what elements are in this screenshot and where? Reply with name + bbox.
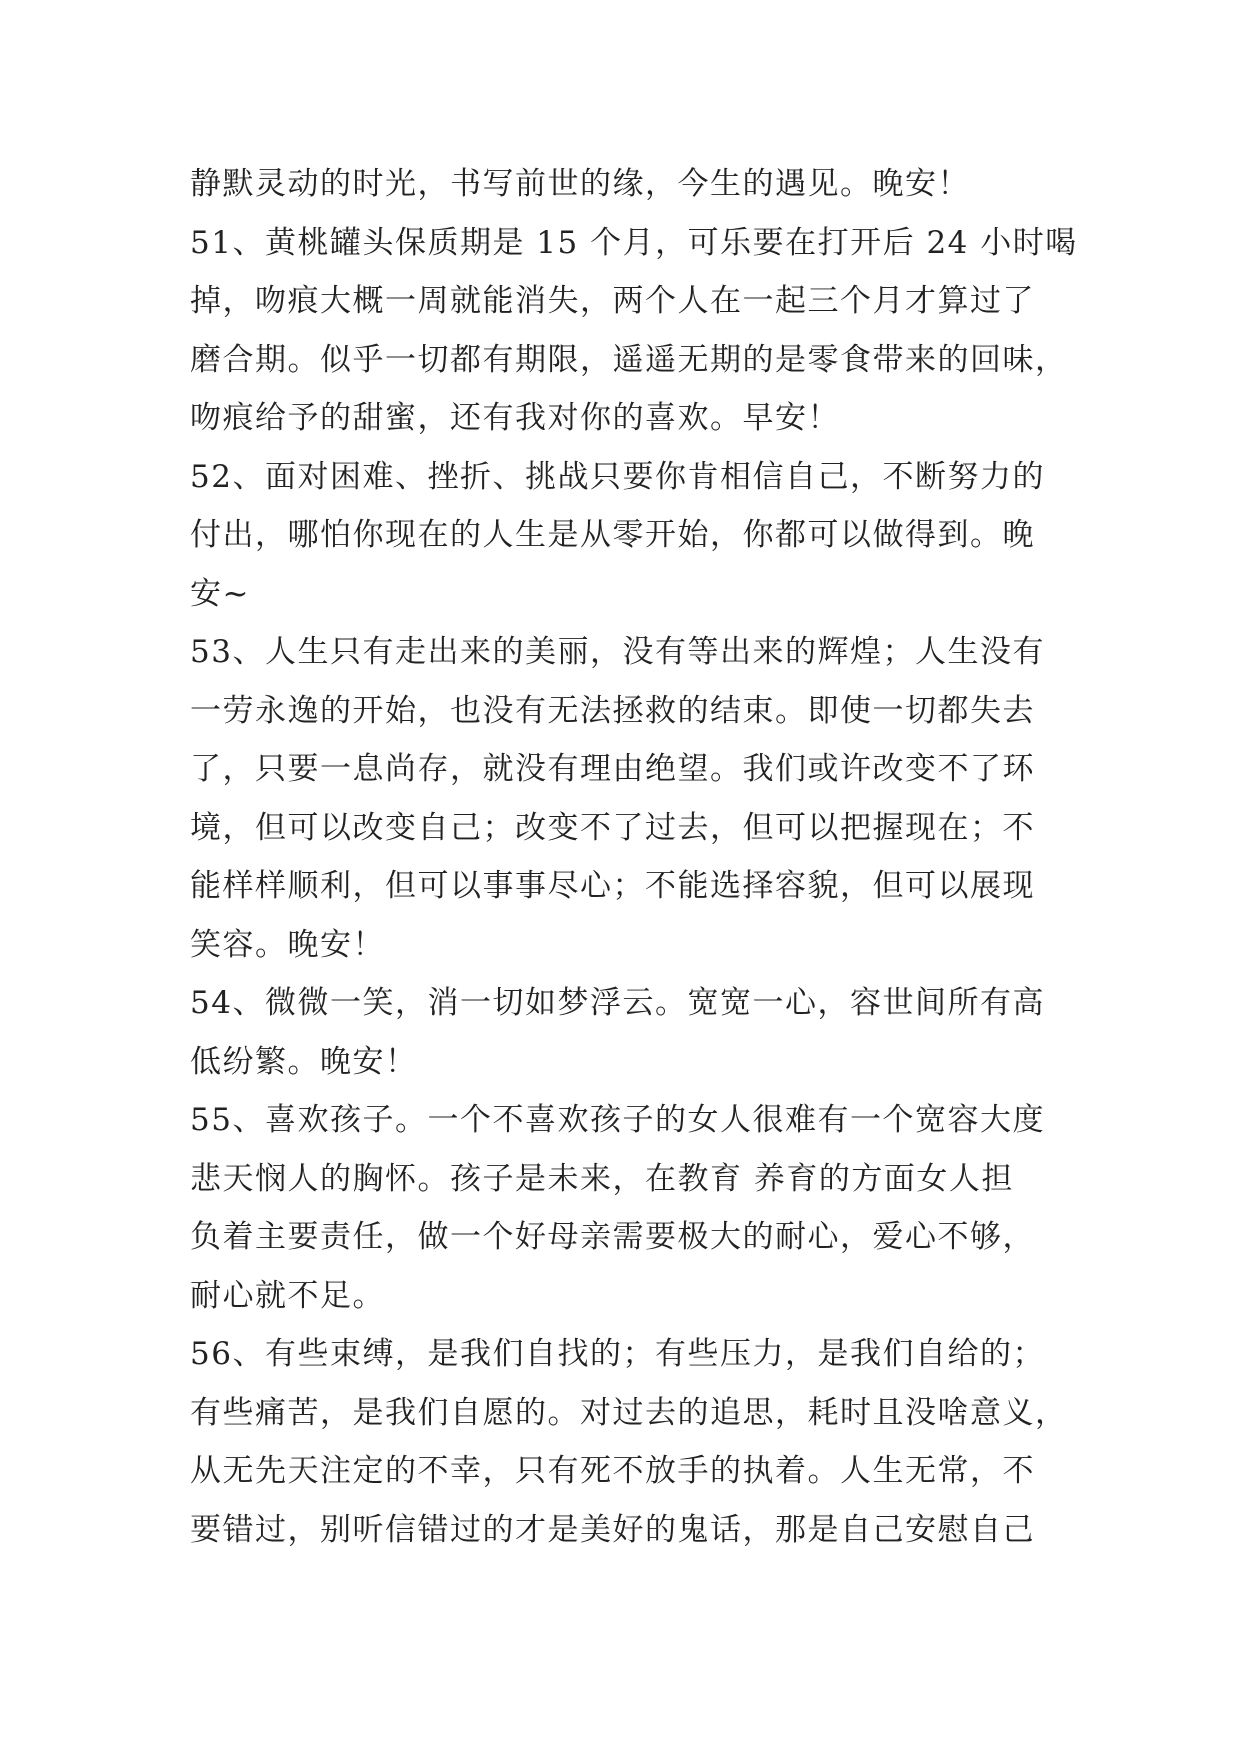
text-line: 52、面对困难、挫折、挑战只要你肯相信自己，不断努力的 <box>190 458 1045 495</box>
text-line: 51、黄桃罐头保质期是 15 个月，可乐要在打开后 24 小时喝 <box>190 224 1078 261</box>
text-line: 了，只要一息尚存，就没有理由绝望。我们或许改变不了环 <box>190 751 1035 787</box>
text-line: 从无先天注定的不幸，只有死不放手的执着。人生无常，不 <box>190 1453 1035 1489</box>
text-line: 低纷繁。晚安！ <box>190 1043 418 1080</box>
text-line: 要错过，别听信错过的才是美好的鬼话，那是自己安慰自己 <box>190 1511 1035 1548</box>
text-line: 56、有些束缚，是我们自找的；有些压力，是我们自给的； <box>190 1336 1045 1372</box>
text-line: 静默灵动的时光，书写前世的缘，今生的遇见。晚安！ <box>190 166 970 202</box>
text-line: 55、喜欢孩子。一个不喜欢孩子的女人很难有一个宽容大度 <box>190 1102 1045 1138</box>
text-line: 吻痕给予的甜蜜，还有我对你的喜欢。早安！ <box>190 400 840 436</box>
text-line: 负着主要责任，做一个好母亲需要极大的耐心，爱心不够， <box>190 1219 1035 1255</box>
text-line: 能样样顺利，但可以事事尽心；不能选择容貌，但可以展现 <box>190 868 1035 904</box>
text-line: 悲天悯人的胸怀。孩子是未来，在教育 养育的方面女人担 <box>190 1160 1014 1197</box>
text-line: 53、人生只有走出来的美丽，没有等出来的辉煌；人生没有 <box>190 634 1045 670</box>
text-line: 一劳永逸的开始，也没有无法拯救的结束。即使一切都失去 <box>190 692 1035 729</box>
text-line: 54、微微一笑，消一切如梦浮云。宽宽一心，容世间所有高 <box>190 985 1045 1021</box>
body-text <box>190 155 1078 1559</box>
text-line: 付出，哪怕你现在的人生是从零开始，你都可以做得到。晚 <box>190 517 1035 553</box>
text-line: 笑容。晚安！ <box>190 926 385 963</box>
text-line: 安~ <box>190 575 250 612</box>
text-line: 耐心就不足。 <box>190 1277 385 1314</box>
text-line: 掉，吻痕大概一周就能消失，两个人在一起三个月才算过了 <box>190 283 1035 319</box>
text-line: 境，但可以改变自己；改变不了过去，但可以把握现在；不 <box>190 809 1035 846</box>
text-line: 有些痛苦，是我们自愿的。对过去的追思，耗时且没啥意义， <box>190 1394 1068 1431</box>
text-line: 磨合期。似乎一切都有期限，遥遥无期的是零食带来的回味， <box>190 341 1068 378</box>
